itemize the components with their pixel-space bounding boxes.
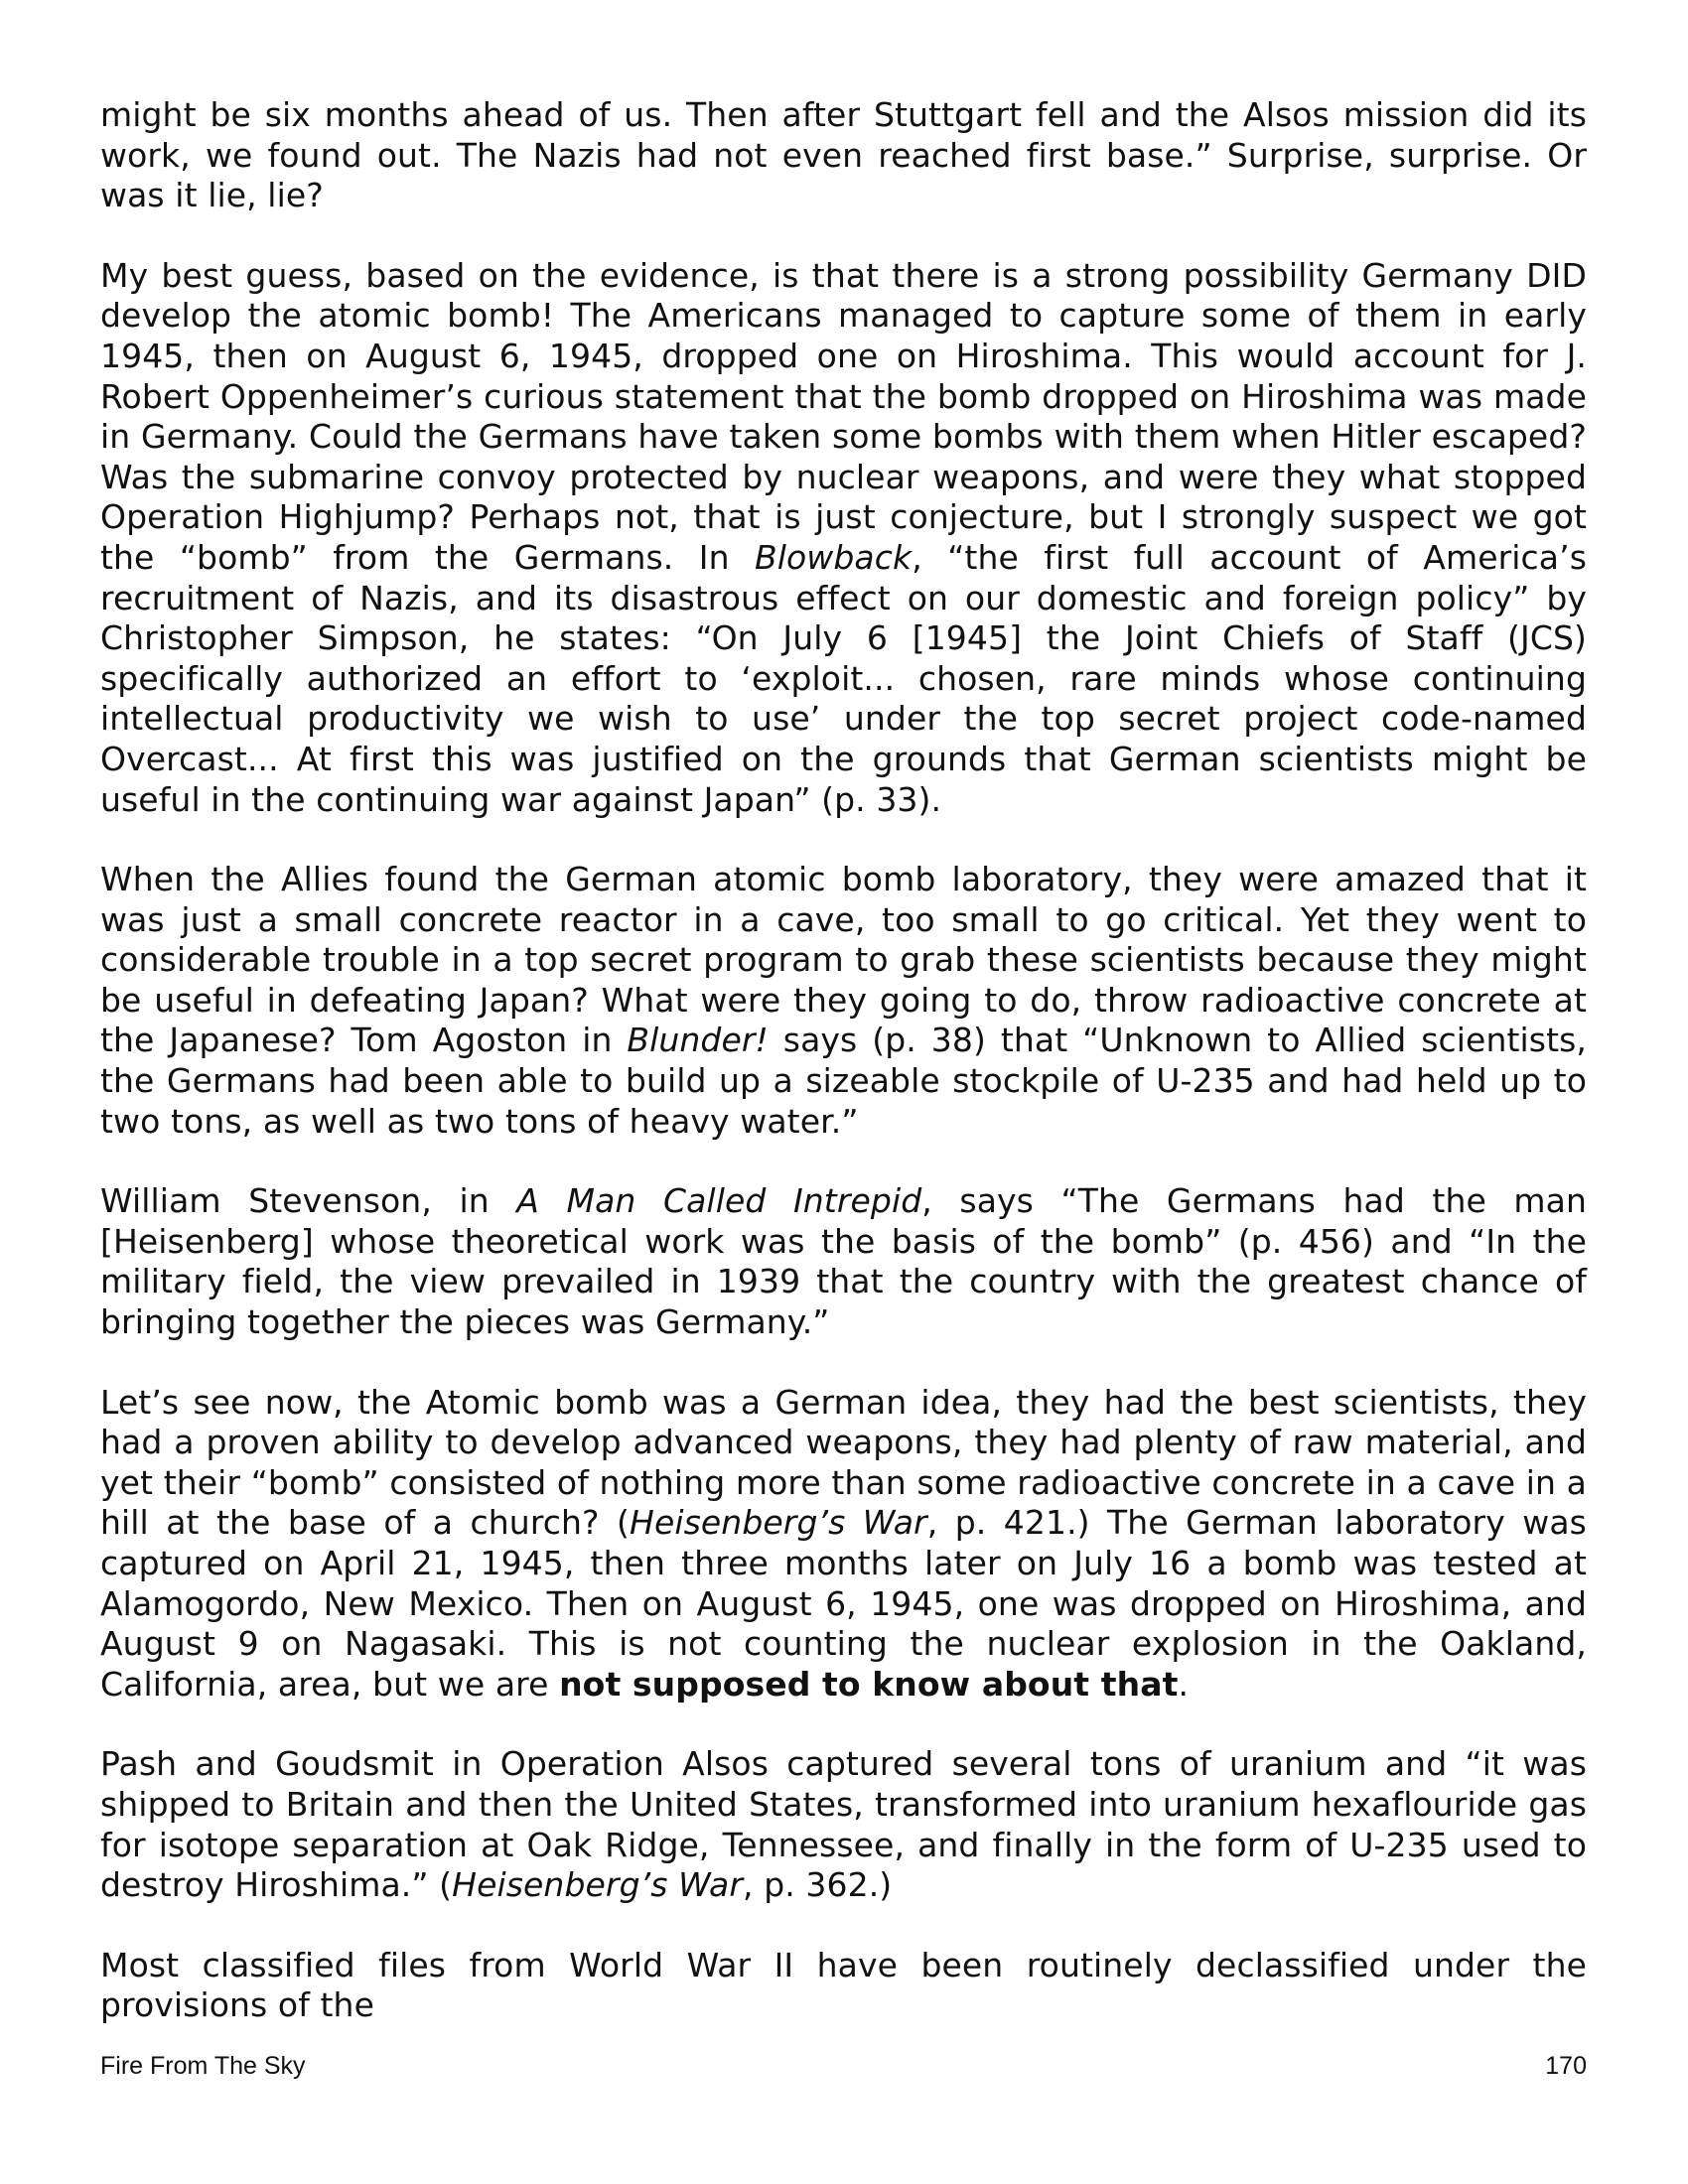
paragraph-3-text-b: says (p. 38) that “Unknown to Allied scientists, the Germans had been able to build up a sizeable stockpile of U-235 and had held up to two tons, as well as two tons of heavy water.” (100, 1021, 1587, 1141)
book-title-blowback: Blowback (755, 537, 913, 577)
paragraph-5 (100, 1383, 1587, 1706)
footer-page-number: 170 (1545, 2052, 1587, 2080)
paragraph-1-text: might be six months ahead of us. Then after Stuttgart fell and the Alsos mission did its work, we found out. The Nazis had not even reached first base.” Surprise, surprise. Or was it lie, lie? (100, 95, 1587, 215)
paragraph-6 (100, 1744, 1587, 1905)
paragraph-7 (100, 1946, 1587, 2026)
bold-emphasis: not supposed to know about that (559, 1664, 1179, 1704)
book-title-blunder: Blunder! (627, 1021, 769, 1060)
paragraph-2-text-a: My best guess, based on the evidence, is that there is a strong possibility Germany DID develop the atomic bomb! The Americans managed to capture some of them in early 1945, then on August 6, 1945, dropped one on Hiroshima. This would account for J. Robert Oppenheimer’s curious statement that the bomb dropped on Hiroshima was made in Germany. Could the Germans have taken some bombs with them when Hitler escaped? Was the submarine convoy protected by nuclear weapons, and were they what stopped Operation Highjump? Perhaps not, that is just conjecture, but I strongly suspect we got the “bomb” from the Germans. In (100, 255, 1587, 577)
paragraph-2-text-b: , “the first full account of America’s recruitment of Nazis, and its disastrous effect on our domestic and foreign policy” by Christopher Simpson, he states: “On July 6 [1945] the Joint Chiefs of Staff (JCS) specifically authorized an effort to ‘exploit... chosen, rare minds whose continuing intellectual productivity we wish to use’ under the top secret project code-named Overcast... At first this was justified on the grounds that German scientists might be useful in the continuing war against Japan” (p. 33). (100, 537, 1587, 819)
paragraph-6-text-a: Pash and Goudsmit in Operation Alsos captured several tons of uranium and “it was shipped to Britain and then the United States, transformed into uranium hexaflouride gas for isotope separation at Oak Ridge, Tennessee, and finally in the form of U-235 used to destroy Hiroshima.” ( (100, 1744, 1587, 1905)
footer-book-title: Fire From The Sky (100, 2052, 306, 2080)
paragraph-4-text-a: William Stevenson, in (100, 1181, 517, 1221)
paragraph-7-text: Most classified files from World War II have been routinely declassified under the provisions of the (100, 1945, 1587, 2025)
paragraph-4-text-b: , says “The Germans had the man [Heisenberg] whose theoretical work was the basis of the bomb” (p. 456) and “In the military field, the view prevailed in 1939 that the country with the greatest chance of bringing together the pieces was Germany.” (100, 1181, 1587, 1342)
paragraph-2 (100, 256, 1587, 820)
paragraph-6-text-b: , p. 362.) (743, 1865, 893, 1905)
paragraph-5-text-a: Let’s see now, the Atomic bomb was a German idea, they had the best scientists, they had a proven ability to develop advanced weapons, they had plenty of raw material, and yet their “bomb” consisted of nothing more than some radioactive concrete in a cave in a hill at the base of a church? ( (100, 1382, 1587, 1543)
paragraph-5-text-c: . (1178, 1664, 1190, 1704)
paragraph-1 (100, 95, 1587, 216)
paragraph-4 (100, 1181, 1587, 1342)
paragraph-3-text-a: When the Allies found the German atomic bomb laboratory, they were amazed that it was just a small concrete reactor in a cave, too small to go critical. Yet they went to considerable trouble in a top secret program to grab these scientists because they might be useful in defeating Japan? What were they going to do, throw radioactive concrete at the Japanese? Tom Agoston in (100, 860, 1587, 1060)
book-title-heisenbergs-war: Heisenberg’s War (630, 1503, 927, 1543)
page-body (100, 95, 1587, 2066)
book-title-heisenbergs-war-2: Heisenberg’s War (452, 1865, 744, 1905)
paragraph-3 (100, 860, 1587, 1142)
book-title-intrepid: A Man Called Intrepid (516, 1181, 922, 1221)
paragraph-5-text-b: , p. 421.) The German laboratory was captured on April 21, 1945, then three months later on July 16 a bomb was tested at Alamogordo, New Mexico. Then on August 6, 1945, one was dropped on Hiroshima, and August 9 on Nagasaki. This is not counting the nuclear explosion in the Oakland, California, area, but we are (100, 1503, 1587, 1704)
